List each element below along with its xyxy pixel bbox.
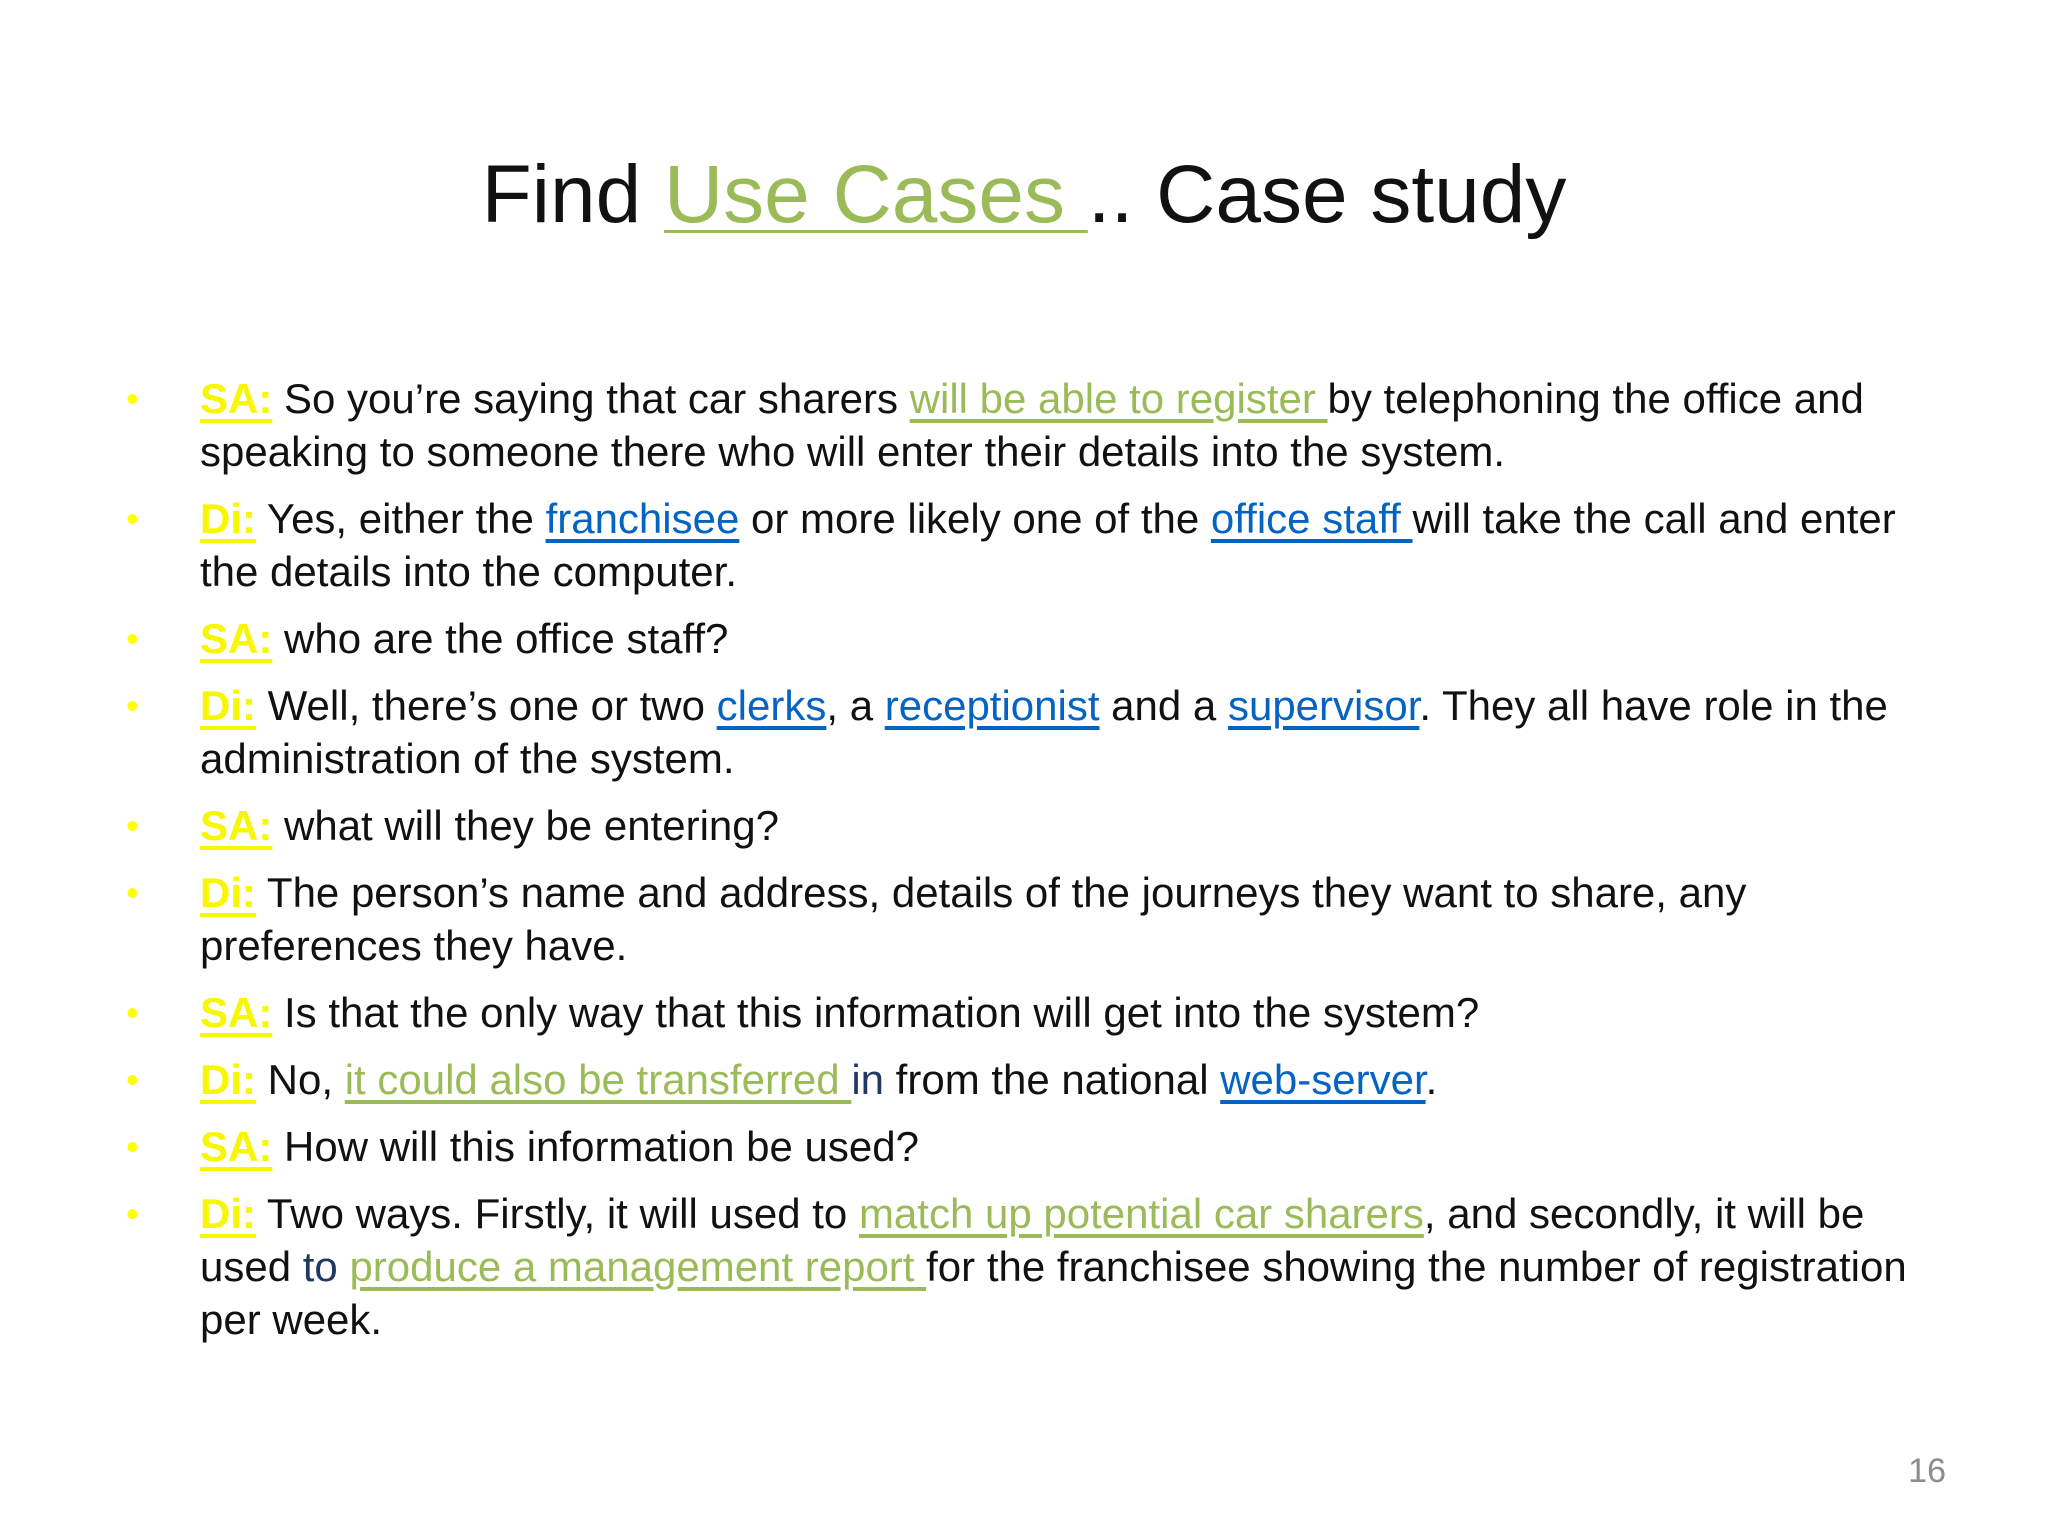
dialogue-text: Is that the only way that this information will get into the system? (272, 989, 1480, 1036)
bullet: • (126, 1193, 139, 1234)
title-use-cases-link[interactable]: Use Cases (663, 149, 1088, 240)
speaker-label: SA: (200, 802, 273, 849)
dialogue-line-10 (116, 1187, 1916, 1346)
dialogue-text: from the national (884, 1056, 1221, 1103)
dialogue-line-6 (116, 866, 1916, 972)
speaker-label: Di: (200, 869, 256, 916)
bullet: • (126, 992, 139, 1033)
dialogue-text: . (1425, 1056, 1438, 1103)
dialogue-line-3 (116, 612, 1916, 665)
dialogue-text: who are the office staff? (272, 615, 729, 662)
speaker-label: SA: (200, 1123, 273, 1170)
dialogue-list (116, 372, 1916, 1360)
dialogue-line-4 (116, 679, 1916, 785)
dialogue-text: Yes, either the (256, 495, 546, 542)
actor-term: clerks (716, 682, 827, 729)
dialogue-text: , and secondly, it will be used (200, 1190, 1865, 1290)
dialogue-text: No, (256, 1056, 345, 1103)
speaker-label: Di: (200, 495, 256, 542)
actor-term: office staff (1210, 495, 1413, 542)
dialogue-text (338, 1243, 350, 1290)
dialogue-text: to (302, 1243, 338, 1290)
use-case-phrase: it could also be transferred (344, 1056, 852, 1103)
speaker-label: Di: (200, 1056, 256, 1103)
dialogue-text: . They all have role in the administration of the system. (200, 682, 1888, 782)
dialogue-text: Two ways. Firstly, it will used to (256, 1190, 859, 1237)
bullet: • (126, 1059, 139, 1100)
speaker-label: Di: (200, 682, 256, 729)
page-number: 16 (1908, 1452, 1946, 1490)
dialogue-line-7 (116, 986, 1916, 1039)
dialogue-text: or more likely one of the (739, 495, 1211, 542)
dialogue-text: will take the call and enter the details into the computer. (200, 495, 1896, 595)
dialogue-line-8 (116, 1053, 1916, 1106)
speaker-label: SA: (200, 375, 273, 422)
dialogue-text: , a (826, 682, 885, 729)
bullet: • (126, 1126, 139, 1167)
bullet: • (126, 872, 139, 913)
bullet: • (126, 378, 139, 419)
speaker-label: Di: (200, 1190, 256, 1237)
dialogue-text: The person’s name and address, details of the journeys they want to share, any preferences they have. (200, 869, 1747, 969)
title-start: Find (481, 149, 664, 240)
use-case-phrase: will be able to register (909, 375, 1328, 422)
actor-term: franchisee (545, 495, 740, 542)
dialogue-text: in (851, 1056, 885, 1103)
speaker-label: SA: (200, 615, 273, 662)
dialogue-text: what will they be entering? (272, 802, 779, 849)
actor-term: web-server (1220, 1056, 1426, 1103)
dialogue-text: So you’re saying that car sharers (272, 375, 910, 422)
dialogue-text: and a (1099, 682, 1228, 729)
actor-term: receptionist (884, 682, 1100, 729)
bullet: • (126, 805, 139, 846)
title-end: .. Case study (1087, 149, 1567, 240)
bullet: • (126, 498, 139, 539)
slide-title (0, 140, 2048, 250)
bullet: • (126, 685, 139, 726)
dialogue-line-5 (116, 799, 1916, 852)
dialogue-text: for the franchisee showing the number of registration per week. (200, 1243, 1907, 1343)
dialogue-text: Well, there’s one or two (256, 682, 717, 729)
dialogue-line-9 (116, 1120, 1916, 1173)
actor-term: supervisor (1227, 682, 1420, 729)
dialogue-text: How will this information be used? (272, 1123, 919, 1170)
speaker-label: SA: (200, 989, 273, 1036)
use-case-phrase: match up potential car sharers (858, 1190, 1424, 1237)
dialogue-text: by telephoning the office and speaking to someone there who will enter their details into the system. (200, 375, 1864, 475)
dialogue-line-1 (116, 372, 1916, 478)
dialogue-line-2 (116, 492, 1916, 598)
bullet: • (126, 618, 139, 659)
use-case-phrase: produce a management report (349, 1243, 927, 1290)
